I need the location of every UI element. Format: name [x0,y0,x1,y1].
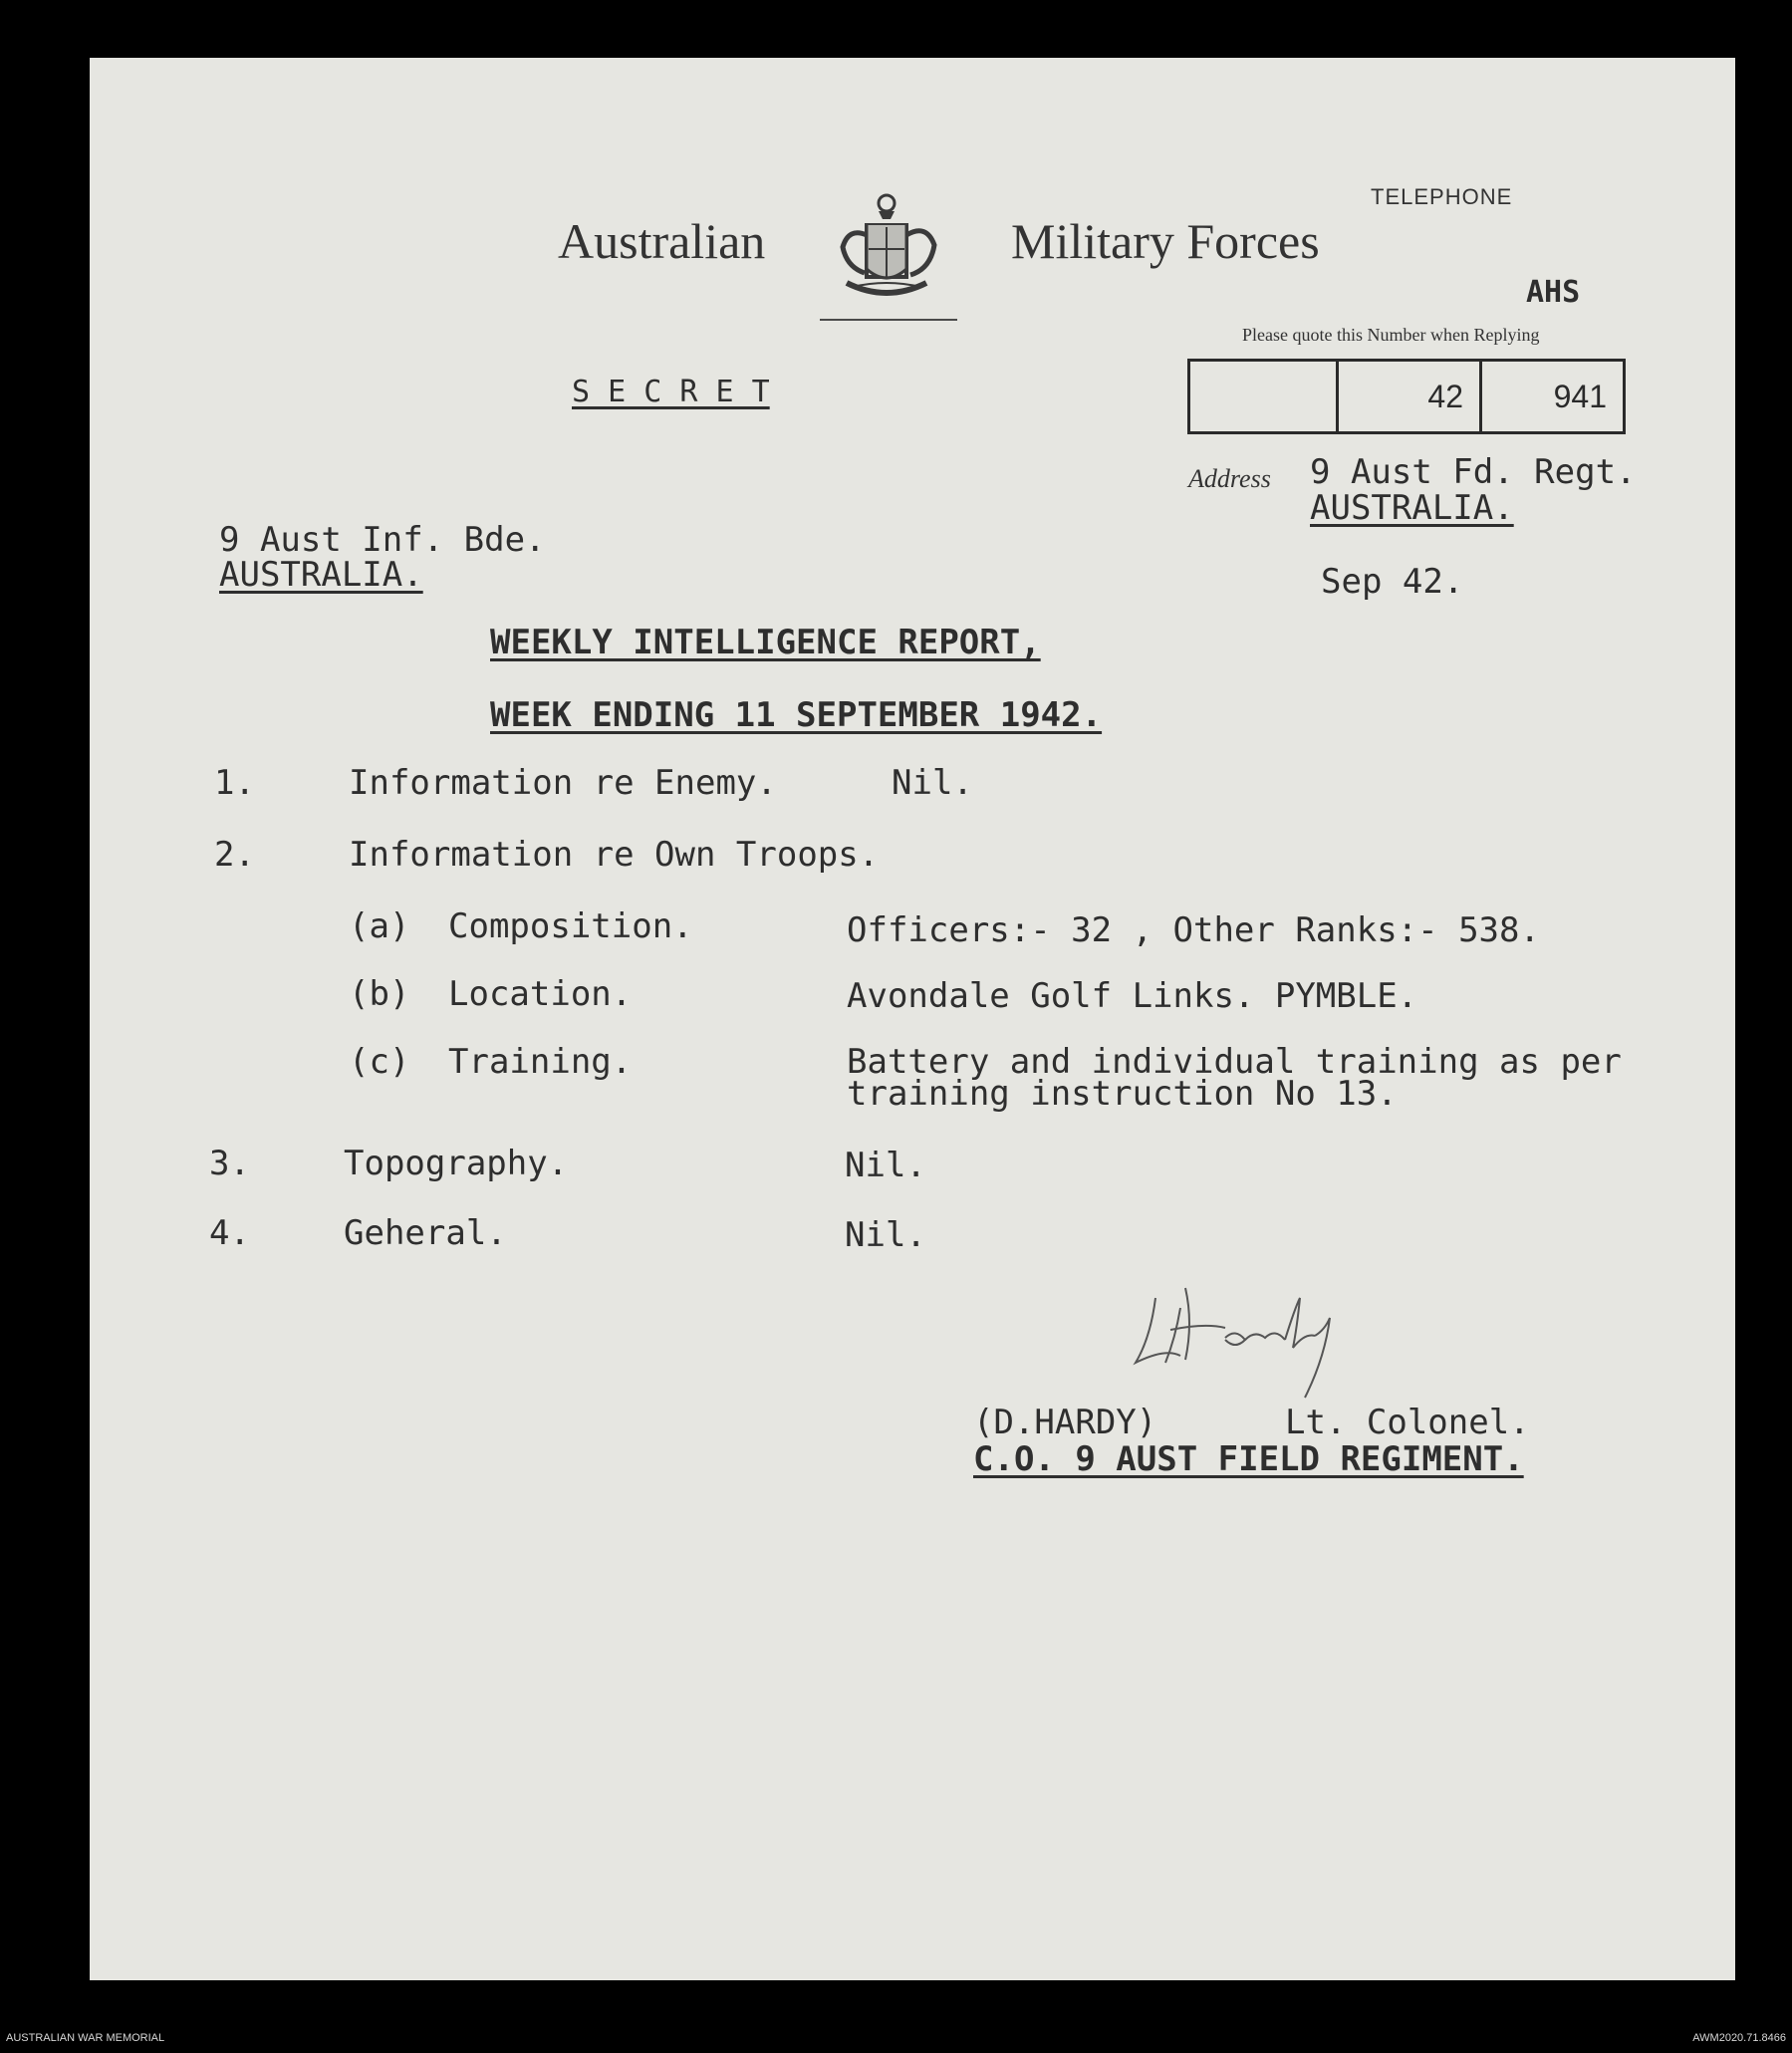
subitem-value: Officers:- 32 , Other Ranks:- 538. [847,910,1540,950]
item-label: Information re Enemy. [349,763,777,803]
item-value: Nil. [845,1146,926,1185]
item-number: 4. [209,1213,250,1253]
item-label: Geheral. [344,1213,507,1253]
item-label: Topography. [344,1144,569,1183]
reference-cell [1190,362,1336,431]
letterhead-left-word: Australian [558,213,766,269]
address-label: Address [1188,464,1271,493]
report-subtitle: WEEK ENDING 11 SEPTEMBER 1942. [490,695,1103,735]
subitem-value-continued: training instruction No 13. [847,1074,1398,1114]
reference-cell: 42 [1336,362,1479,431]
document-page [90,58,1735,1980]
subitem-number: (b) [349,974,410,1014]
ahs-reference: AHS [1526,275,1581,310]
item-value: Nil. [845,1215,926,1255]
item-number: 2. [214,835,255,875]
subitem-label: Training. [448,1042,633,1082]
subitem-value: Avondale Golf Links. PYMBLE. [847,976,1418,1016]
item-label: Information re Own Troops. [349,835,880,875]
signatory-name: (D.HARDY) [973,1403,1157,1442]
item-number: 3. [209,1144,250,1183]
signatory-unit: C.O. 9 AUST FIELD REGIMENT. [973,1439,1524,1479]
reference-cell: 941 [1479,362,1623,431]
report-title: WEEKLY INTELLIGENCE REPORT, [490,623,1041,662]
subitem-number: (a) [349,906,410,946]
signatory-rank: Lt. Colonel. [1285,1403,1530,1442]
sender-unit: 9 Aust Fd. Regt. [1310,452,1637,492]
recipient-country: AUSTRALIA. [219,555,423,595]
subitem-value: Battery and individual training as per [847,1042,1622,1082]
letterhead-right-word: Military Forces [1011,213,1320,269]
coat-of-arms-icon [827,187,946,337]
letterhead-divider [820,319,957,321]
archive-credit: AUSTRALIAN WAR MEMORIAL [6,2032,165,2044]
item-number: 1. [214,763,255,803]
archive-accession-number: AWM2020.71.8466 [1692,2032,1786,2044]
subitem-label: Location. [448,974,633,1014]
recipient-unit: 9 Aust Inf. Bde. [219,520,546,560]
classification: S E C R E T [572,375,770,409]
letter-date: Sep 42. [1321,562,1464,602]
reference-number-box [1187,359,1626,434]
handwritten-signature [1126,1278,1365,1408]
item-value: Nil. [892,763,973,803]
subitem-number: (c) [349,1042,410,1082]
quote-number-note: Please quote this Number when Replying [1242,325,1540,345]
subitem-label: Composition. [448,906,693,946]
telephone-label: TELEPHONE [1371,184,1513,209]
sender-country: AUSTRALIA. [1310,488,1514,528]
